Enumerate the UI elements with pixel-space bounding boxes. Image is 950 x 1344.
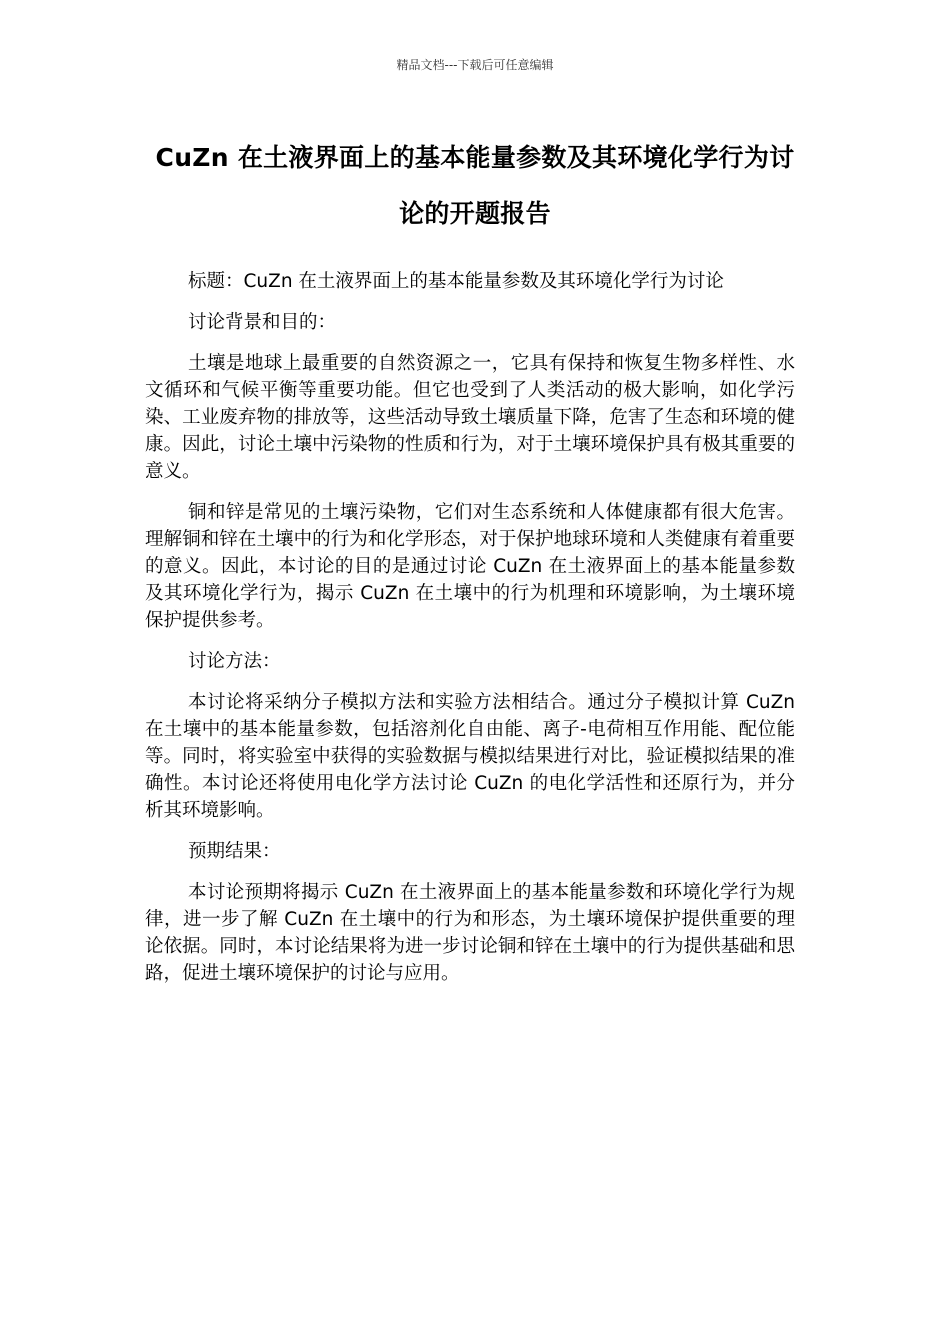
header-note: 精品文档---下载后可任意编辑 <box>396 58 554 72</box>
topic-line: 标题：CuZn 在土液界面上的基本能量参数及其环境化学行为讨论 <box>188 271 724 292</box>
background-paragraph-2: 铜和锌是常见的土壤污染物，它们对生态系统和人体健康都有很大危害。理解铜和锌在土壤中的行为和化学形态，对于保护地球环境和人类健康有着重要的意义。因此，本讨论的目的是通过讨论 CuZn 在土液界面上的基本能量参数及其环境化学行为，揭示 CuZn 在土壤中的行为机理和环境影响，为土壤环境保护提供参考。 <box>145 502 795 631</box>
results-heading: 预期结果： <box>188 841 281 862</box>
background-heading: 讨论背景和目的： <box>188 312 337 333</box>
document-body <box>145 268 795 1001</box>
method-heading: 讨论方法： <box>188 651 281 672</box>
document-title: CuZn 在土液界面上的基本能量参数及其环境化学行为讨论的开题报告 <box>155 143 795 228</box>
background-paragraph-1: 土壤是地球上最重要的自然资源之一，它具有保持和恢复生物多样性、水文循环和气候平衡等重要功能。但它也受到了人类活动的极大影响，如化学污染、工业废弃物的排放等，这些活动导致土壤质量下降，危害了生态和环境的健康。因此，讨论土壤中污染物的性质和行为，对于土壤环境保护具有极其重要的意义。 <box>145 353 795 482</box>
results-paragraph: 本讨论预期将揭示 CuZn 在土液界面上的基本能量参数和环境化学行为规律，进一步了解 CuZn 在土壤中的行为和形态，为土壤环境保护提供重要的理论依据。同时，本讨论结果将为进一步讨论铜和锌在土壤中的行为提供基础和思路，促进土壤环境保护的讨论与应用。 <box>145 882 795 984</box>
method-paragraph: 本讨论将采纳分子模拟方法和实验方法相结合。通过分子模拟计算 CuZn 在土壤中的基本能量参数，包括溶剂化自由能、离子-电荷相互作用能、配位能等。同时，将实验室中获得的实验数据与模拟结果进行对比，验证模拟结果的准确性。本讨论还将使用电化学方法讨论 CuZn 的电化学活性和还原行为，并分析其环境影响。 <box>145 692 795 821</box>
